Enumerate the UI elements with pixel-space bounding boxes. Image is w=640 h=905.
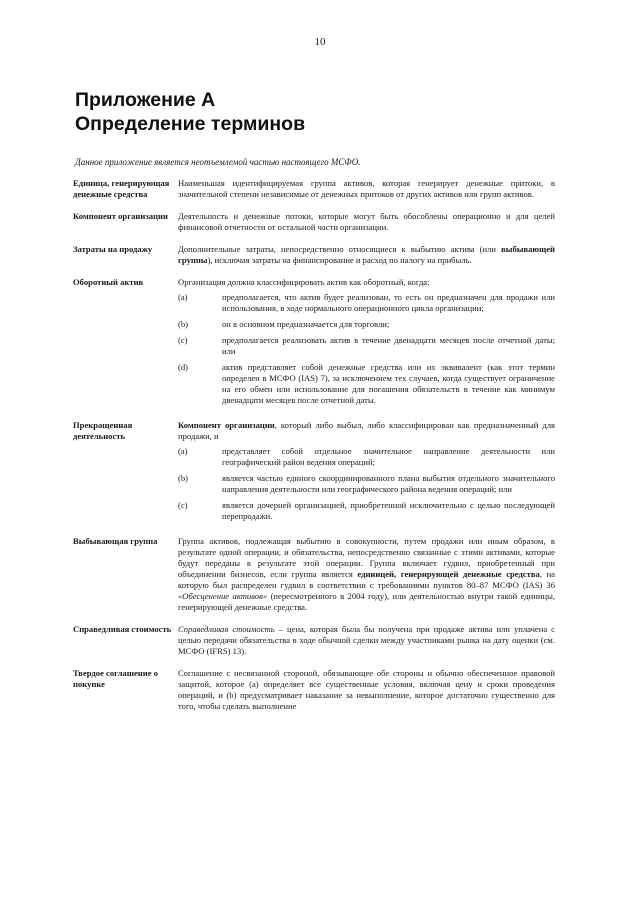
- appendix-subtitle: Определение терминов: [75, 113, 306, 135]
- term-definition: Наименьшая идентифицируемая группа активов, которая генерирует денежные притоки, в значительной степени независимые от денежных притоков от других активов или групп активов.: [178, 178, 555, 199]
- item-text: представляет собой отдельное значительное направление деятельности или географический район ведения операций;: [222, 446, 555, 467]
- definition-entry-firm-commitment: [73, 668, 555, 712]
- page-number: 10: [314, 36, 326, 48]
- list-item: [178, 292, 555, 314]
- term-label: Прекращенная деятельность: [73, 420, 133, 441]
- list-item: [178, 500, 555, 522]
- definition-text: (пересмотренного в 2004 году), или деятельностью внутри такой единицы, генерирующей денежные средства.: [178, 591, 555, 612]
- item-text: актив представляет собой денежные средства или их эквивалент (как этот термин определен в МСФО (IAS) 7), за исключением тех случаев, когда существует ограничение на его обмен или использование для погашения обязательств в течение как минимум двенадцати месяцев после отчетной даты.: [222, 362, 555, 405]
- definition-entry-cgu: [73, 178, 555, 200]
- item-text: является дочерней организацией, приобретенной исключительно с целью последующей перепродажи.: [222, 500, 555, 521]
- criteria-list: [178, 292, 555, 406]
- term-reference: Справедливая стоимость: [178, 624, 275, 634]
- definitions-list: [73, 178, 555, 712]
- criteria-list: [178, 446, 555, 522]
- term-definition: Деятельность и денежные потоки, которые могут быть обособлены операционно и для целей финансовой отчетности от остальной части организации.: [178, 211, 555, 232]
- term-definition: [178, 536, 555, 613]
- item-text: он в основном предназначается для торговли;: [222, 319, 390, 329]
- item-label: (c): [178, 500, 188, 510]
- definition-text: – цена, которая была бы получена при продаже актива или уплачена с целью передачи обязательства в ходе обычной сделки между участниками рынка на дату оценки (см. МСФО (IFRS) 13).: [178, 624, 555, 656]
- list-item: [178, 362, 555, 406]
- item-label: (c): [178, 335, 188, 345]
- term-label: Выбывающая группа: [73, 536, 158, 546]
- term-reference: единицей, генерирующей денежные средства: [357, 569, 540, 579]
- list-item: [178, 446, 555, 468]
- definition-entry-component: [73, 211, 555, 233]
- appendix-heading: [75, 88, 305, 136]
- definition-entry-discontinued: [73, 420, 555, 527]
- list-item: [178, 335, 555, 357]
- definition-text: , на которую был распределен гудвил в соответствии с требованиями пунктов 80–87 МСФО (IAS) 36: [178, 569, 555, 590]
- term-definition: [178, 277, 555, 411]
- definition-text: ), исключая затраты на финансирование и расход по налогу на прибыль.: [207, 255, 472, 265]
- definition-entry-disposal-group: [73, 536, 555, 613]
- term-label: Затраты на продажу: [73, 244, 153, 254]
- term-definition: Соглашение с несвязанной стороной, обязывающее обе стороны и обычно обеспеченное правовой защитой, которое (а) определяет все существенные условия, включая цену и сроки проведения операций, и (b) предусматривает наказание за невыполнение, которое достаточно существенно для того, чтобы сделать выполнение: [178, 668, 555, 711]
- term-definition: [178, 244, 555, 266]
- definition-entry-fair-value: [73, 624, 555, 657]
- item-label: (b): [178, 319, 189, 329]
- definition-entry-costs-to-sell: [73, 244, 555, 266]
- term-reference: выбывающей группы: [178, 244, 555, 265]
- term-definition: [178, 624, 555, 657]
- list-item: [178, 473, 555, 495]
- item-text: предполагается, что актив будет реализован, то есть он предназначен для продажи или использования, в ходе нормального операционного цикла организации;: [222, 292, 555, 313]
- definition-text: Группа активов, подлежащая выбытию в совокупности, путем продажи или иным образом, в результате одной операции, и обязательства, непосредственно связанные с этими активами, которые будут переданы в результате этой операции. Группа включает гудвил, приобретенный при объединении бизнесов, если группа является: [178, 536, 555, 579]
- appendix-title: Приложение А: [75, 89, 216, 111]
- term-reference: Компонент организации: [178, 420, 275, 430]
- term-label: Справедливая стоимость: [73, 624, 172, 634]
- definition-text: , который либо выбыл, либо классифицирован как предназначенный для продажи, и: [178, 420, 555, 441]
- intro-note: Данное приложение является неотъемлемой частью настоящего МСФО.: [75, 157, 361, 167]
- term-label: Единица, генерирующая денежные средства: [73, 178, 170, 199]
- term-label: Компонент организации: [73, 211, 168, 221]
- list-item: [178, 319, 555, 330]
- definition-lead: Организация должна классифицировать актив как оборотный, когда:: [178, 277, 430, 287]
- item-label: (d): [178, 362, 189, 372]
- definition-text: Дополнительные затраты, непосредственно относящиеся к выбытию актива (или: [178, 244, 502, 254]
- item-label: (a): [178, 292, 188, 302]
- definition-lead: [178, 420, 555, 442]
- item-text: предполагается реализовать актив в течение двенадцати месяцев после отчетной даты; или: [222, 335, 555, 356]
- definition-entry-current-asset: [73, 277, 555, 411]
- item-label: (b): [178, 473, 189, 483]
- term-label: Оборотный актив: [73, 277, 144, 287]
- term-definition: [178, 420, 555, 527]
- standard-title: «Обесценение активов»: [178, 591, 268, 601]
- term-label: Твердое соглашение о покупке: [73, 668, 158, 689]
- item-label: (a): [178, 446, 188, 456]
- item-text: является частью единого скоординированного плана выбытия отдельного значительного направления деятельности или географического района ведения операций; или: [222, 473, 555, 494]
